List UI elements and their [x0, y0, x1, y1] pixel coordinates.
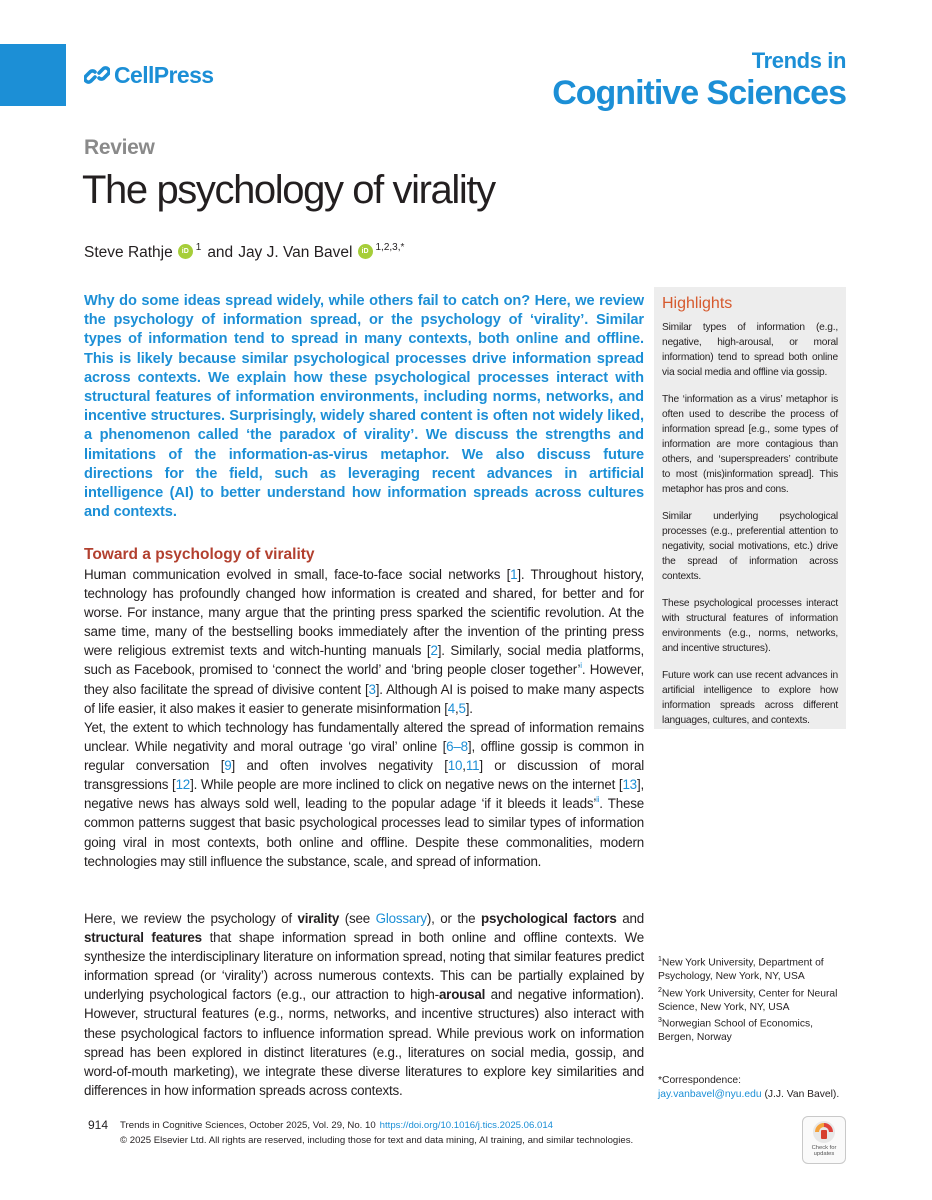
- cellpress-logo[interactable]: [84, 60, 213, 90]
- check-for-updates-badge[interactable]: [802, 1116, 846, 1164]
- body-paragraph: Here, we review the psychology of virality (see Glossary), or the psychological factors and structural features that shape information spread in both online and offline contexts. We synthesize the interdisciplinary literature on information spread, noting that similar features predict information spread (or ‘virality’) across numerous contexts. This can be partially explained by underlying psychological factors (e.g., our attraction to high-arousal and negative information). However, structural features (e.g., norms, networks, and incentive structures) also interact with these psychological factors to influence information spread. While previous work on information spread has been explored in distinct literatures (e.g., literatures on social media, gossip, and word-of-mouth marketing), we integrate these diverse literatures to explore key similarities and differences in how information spreads across contexts.: [84, 911, 644, 1098]
- citation-link[interactable]: 10: [447, 758, 463, 774]
- glossary-term: virality: [297, 911, 340, 926]
- doi-link[interactable]: https://doi.org/10.1016/j.tics.2025.06.014: [379, 1120, 553, 1131]
- citation-link[interactable]: 12: [175, 777, 191, 793]
- author-name[interactable]: Steve Rathje: [84, 244, 173, 261]
- orcid-icon[interactable]: iD: [178, 244, 193, 259]
- orcid-icon[interactable]: iD: [358, 244, 373, 259]
- highlights-title: Highlights: [662, 295, 733, 312]
- author-affiliation-marker: 1: [195, 241, 202, 253]
- affiliation-item: $^1$New York University, Department of Psychology, New York, NY, USA: [658, 956, 824, 983]
- highlight-item: Future work can use recent advances in artificial intelligence to explore how information spreads across different languages, cultures, and contexts.: [662, 670, 838, 726]
- journal-title-line1: Trends in: [751, 48, 846, 73]
- correspondence-label: *Correspondence:: [658, 1075, 741, 1086]
- citation-link[interactable]: 1: [510, 567, 518, 582]
- highlight-item: Similar underlying psychological processes (e.g., preferential attention to negativity, social motivations, etc.) drive the spread of information across contexts.: [662, 511, 838, 582]
- affiliation-item: $^3$Norwegian School of Economics, Bergen, Norway: [658, 1017, 814, 1044]
- publisher-name: CellPress: [114, 61, 214, 88]
- highlight-item: These psychological processes interact with structural features of information environments (e.g., norms, networks, and incentive structures).: [662, 598, 838, 654]
- footnote-marker[interactable]: i: [580, 661, 582, 670]
- glossary-link[interactable]: Glossary: [375, 911, 427, 926]
- citation-link[interactable]: 6–8: [446, 739, 468, 755]
- body-paragraph: Human communication evolved in small, face-to-face social networks [1]. Throughout history, technology has profoundly changed how information is created and shared, for better and for worse. For instance, many argue that the printing press sparked the scientific revolution. At the same time, many of the bestselling books immediately after the invention of the printing press were religious extremist texts and witch-hunting manuals [2]. Similarly, social media platforms, such as Facebook, promised to ‘connect the world’ and ‘bring people closer together’$^i$. However, they also facilitate the spread of divisive content [3]. Although AI is poised to make many aspects of life easier, it also makes it easier to generate misinformation [4,5].: [84, 567, 645, 716]
- author-connector: and: [207, 244, 234, 261]
- correspondence: [658, 1074, 858, 1101]
- author-list: [84, 241, 405, 262]
- footer-citation: Trends in Cognitive Sciences, October 2025, Vol. 29, No. 10: [120, 1120, 376, 1131]
- page-number: 914: [88, 1118, 109, 1132]
- citation-link[interactable]: 9: [224, 758, 232, 774]
- highlight-item: The ‘information as a virus’ metaphor is often used to describe the process of information spread [e.g., some types of information are more contagious than others, and ‘superspreaders’ contribute to most (mis)information spread]. This metaphor has pros and cons.: [662, 394, 838, 495]
- affiliation-item: $^2$New York University, Center for Neural Science, New York, NY, USA: [658, 986, 838, 1013]
- journal-title[interactable]: [552, 48, 846, 112]
- corner-color-block: [0, 44, 66, 106]
- author-name[interactable]: Jay J. Van Bavel: [238, 244, 353, 261]
- abstract: Why do some ideas spread widely, while others fail to catch on? Here, we review the psychology of information spread, or the psychology of ‘virality’. Similar types of information tend to spread in many contexts, both online and offline. This is likely because similar psychological processes drive information spread across contexts. We explain how these psychological processes interact with structural features of information environments, including norms, networks, and incentive structures. Surprisingly, widely shared content is often not widely liked, a phenomenon called ‘the paradox of virality’. We discuss the strengths and limitations of the information-as-virus metaphor. We also discuss future directions for the field, such as leveraging recent advances in artificial intelligence (AI) to better understand how information spreads across cultures and contexts.: [84, 293, 644, 521]
- article-type: Review: [84, 136, 155, 159]
- section-heading: Toward a psychology of virality: [84, 546, 315, 563]
- copyright-notice: © 2025 Elsevier Ltd. All rights are reserved, including those for text and data mining, AI training, and similar technologies.: [120, 1135, 634, 1146]
- citation-link[interactable]: 5: [458, 700, 466, 716]
- citation-link[interactable]: 11: [465, 758, 480, 774]
- body-paragraph: Yet, the extent to which technology has fundamentally altered the spread of information remains unclear. While negativity and moral outrage ‘go viral’ online [6–8], offline gossip is common in regular conversation [9] and often involves negativity [10,11] or discussion of moral transgressions [12]. While people are more inclined to click on negative news on the internet [13], negative news has always sold well, leading to the popular adage ‘if it bleeds it leads’$^{ii}$. These common patterns suggest that basic psychological processes lead to similar types of information going viral in most contexts, both online and offline. Despite these commonalities, modern technologies may still influence the substance, scale, and spread of information.: [84, 720, 645, 869]
- page-footer: [88, 1118, 633, 1148]
- highlight-item: Similar types of information (e.g., negative, high-arousal, or moral information) tend to spread both online via social media and offline via gossip.: [662, 322, 838, 378]
- citation-link[interactable]: 2: [430, 643, 438, 659]
- highlights-box: [654, 287, 846, 729]
- author-affiliation-marker: 1,2,3,*: [375, 241, 405, 253]
- check-updates-icon: [812, 1120, 836, 1144]
- article-title: The psychology of virality: [82, 168, 495, 212]
- citation-link[interactable]: 4: [447, 700, 455, 716]
- footnote-marker[interactable]: ii: [596, 794, 600, 804]
- correspondence-name: (J.J. Van Bavel).: [764, 1088, 840, 1100]
- citation-link[interactable]: 13: [622, 777, 637, 793]
- journal-title-line2: Cognitive Sciences: [552, 74, 846, 112]
- check-updates-label: Check for updates: [811, 1145, 837, 1158]
- citation-link[interactable]: 3: [368, 681, 376, 697]
- correspondence-email[interactable]: jay.vanbavel@nyu.edu: [658, 1088, 762, 1100]
- affiliations: [658, 953, 848, 1045]
- glossary-term: structural features: [84, 930, 202, 946]
- glossary-term: psychological factors: [481, 911, 617, 926]
- cellpress-link-icon: [84, 62, 110, 88]
- glossary-term: arousal: [438, 987, 486, 1003]
